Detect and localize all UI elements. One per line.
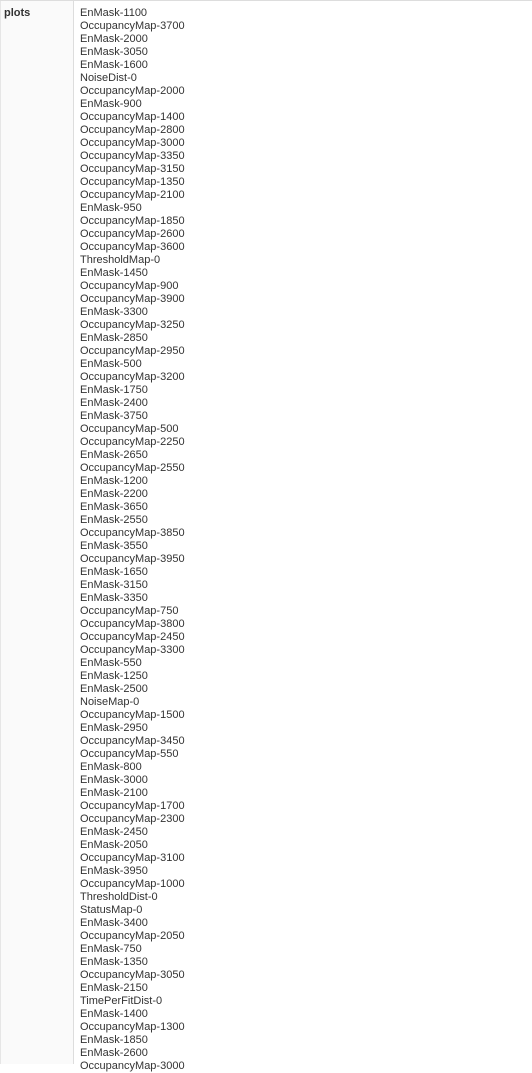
plot-list-item: EnMask-3300 [80, 306, 148, 318]
property-value-cell [75, 1, 532, 1072]
plot-list-item: OccupancyMap-3700 [80, 20, 185, 32]
plot-list-item: OccupancyMap-3200 [80, 371, 185, 383]
plot-list-item: OccupancyMap-2050 [80, 930, 185, 942]
plot-list-item: EnMask-2500 [80, 683, 148, 695]
plot-list-item: OccupancyMap-3850 [80, 527, 185, 539]
plot-list-item: OccupancyMap-3350 [80, 150, 185, 162]
plot-list-item: OccupancyMap-2950 [80, 345, 185, 357]
plot-list-item: EnMask-1100 [80, 7, 148, 19]
plot-list-item: EnMask-3950 [80, 865, 148, 877]
plot-list-item: OccupancyMap-550 [80, 748, 179, 760]
plot-list-item: EnMask-950 [80, 202, 142, 214]
plot-list-item: EnMask-3050 [80, 46, 148, 58]
plot-list-item: OccupancyMap-3300 [80, 644, 185, 656]
plot-list-item: EnMask-1450 [80, 267, 148, 279]
plot-list-item: EnMask-3550 [80, 540, 148, 552]
plot-list-item: EnMask-2400 [80, 397, 148, 409]
plots-list [75, 1, 532, 1073]
plot-list-item: EnMask-1850 [80, 1034, 148, 1046]
plot-list-item: OccupancyMap-900 [80, 280, 179, 292]
plot-list-item: OccupancyMap-1000 [80, 878, 185, 890]
plot-list-item: OccupancyMap-3250 [80, 319, 185, 331]
plot-list-item: OccupancyMap-2100 [80, 189, 185, 201]
plot-list-item: OccupancyMap-2800 [80, 124, 185, 136]
plot-list-item: EnMask-2650 [80, 449, 148, 461]
plot-list-item: OccupancyMap-1850 [80, 215, 185, 227]
plot-list-item: EnMask-3650 [80, 501, 148, 513]
plot-list-item: EnMask-2150 [80, 982, 148, 994]
plot-list-item: OccupancyMap-3600 [80, 241, 185, 253]
plot-list-item: OccupancyMap-2300 [80, 813, 185, 825]
plot-list-item: EnMask-500 [80, 358, 142, 370]
plot-list-item: OccupancyMap-1300 [80, 1021, 185, 1033]
plot-list-item: OccupancyMap-1500 [80, 709, 185, 721]
plot-list-item: EnMask-900 [80, 98, 142, 110]
plot-list-item: OccupancyMap-3000 [80, 1060, 185, 1072]
property-key-label: plots [4, 7, 31, 19]
plot-list-item: OccupancyMap-1400 [80, 111, 185, 123]
plot-list-item: EnMask-3000 [80, 774, 148, 786]
plot-list-item: EnMask-2550 [80, 514, 148, 526]
plot-list-item: OccupancyMap-2600 [80, 228, 185, 240]
plot-list-item: OccupancyMap-3900 [80, 293, 185, 305]
plot-list-item: EnMask-1350 [80, 956, 148, 968]
plot-list-item: ThresholdDist-0 [80, 891, 158, 903]
plot-list-item: OccupancyMap-1350 [80, 176, 185, 188]
plot-list-item: EnMask-2100 [80, 787, 148, 799]
plot-list-item: OccupancyMap-1700 [80, 800, 185, 812]
plot-list-item: OccupancyMap-3050 [80, 969, 185, 981]
plot-list-item: EnMask-2050 [80, 839, 148, 851]
property-key-cell [0, 1, 74, 1064]
plot-list-item: TimePerFitDist-0 [80, 995, 163, 1007]
plot-list-item: EnMask-750 [80, 943, 142, 955]
plot-list-item: EnMask-2450 [80, 826, 148, 838]
plot-list-item: EnMask-800 [80, 761, 142, 773]
plot-list-item: EnMask-2850 [80, 332, 148, 344]
plot-list-item: EnMask-3400 [80, 917, 148, 929]
plot-list-item: EnMask-3150 [80, 579, 148, 591]
plot-list-item: EnMask-1200 [80, 475, 148, 487]
plot-list-item: OccupancyMap-3450 [80, 735, 185, 747]
plot-list-item: EnMask-2600 [80, 1047, 148, 1059]
plot-list-item: ThresholdMap-0 [80, 254, 161, 266]
plot-list-item: EnMask-1400 [80, 1008, 148, 1020]
plot-list-item: EnMask-550 [80, 657, 142, 669]
plot-list-item: EnMask-1250 [80, 670, 148, 682]
plot-list-item: OccupancyMap-2250 [80, 436, 185, 448]
plot-list-item: EnMask-3750 [80, 410, 148, 422]
plot-list-item: EnMask-1650 [80, 566, 148, 578]
plot-list-item: OccupancyMap-3000 [80, 137, 185, 149]
plot-list-item: EnMask-2200 [80, 488, 148, 500]
plot-list-item: OccupancyMap-3100 [80, 852, 185, 864]
plot-list-item: EnMask-1600 [80, 59, 148, 71]
plot-list-item: OccupancyMap-750 [80, 605, 179, 617]
plot-list-item: NoiseDist-0 [80, 72, 137, 84]
plot-list-item: OccupancyMap-3150 [80, 163, 185, 175]
plot-list-item: OccupancyMap-2450 [80, 631, 185, 643]
plot-list-item: EnMask-3350 [80, 592, 148, 604]
plot-list-item: NoiseMap-0 [80, 696, 140, 708]
plot-list-item: OccupancyMap-3950 [80, 553, 185, 565]
plot-list-item: OccupancyMap-2550 [80, 462, 185, 474]
plot-list-item: EnMask-1750 [80, 384, 148, 396]
plot-list-item: EnMask-2000 [80, 33, 148, 45]
plot-list-item: OccupancyMap-2000 [80, 85, 185, 97]
plot-list-item: OccupancyMap-3800 [80, 618, 185, 630]
plot-list-item: EnMask-2950 [80, 722, 148, 734]
plot-list-item: OccupancyMap-500 [80, 423, 179, 435]
plot-list-item: StatusMap-0 [80, 904, 143, 916]
